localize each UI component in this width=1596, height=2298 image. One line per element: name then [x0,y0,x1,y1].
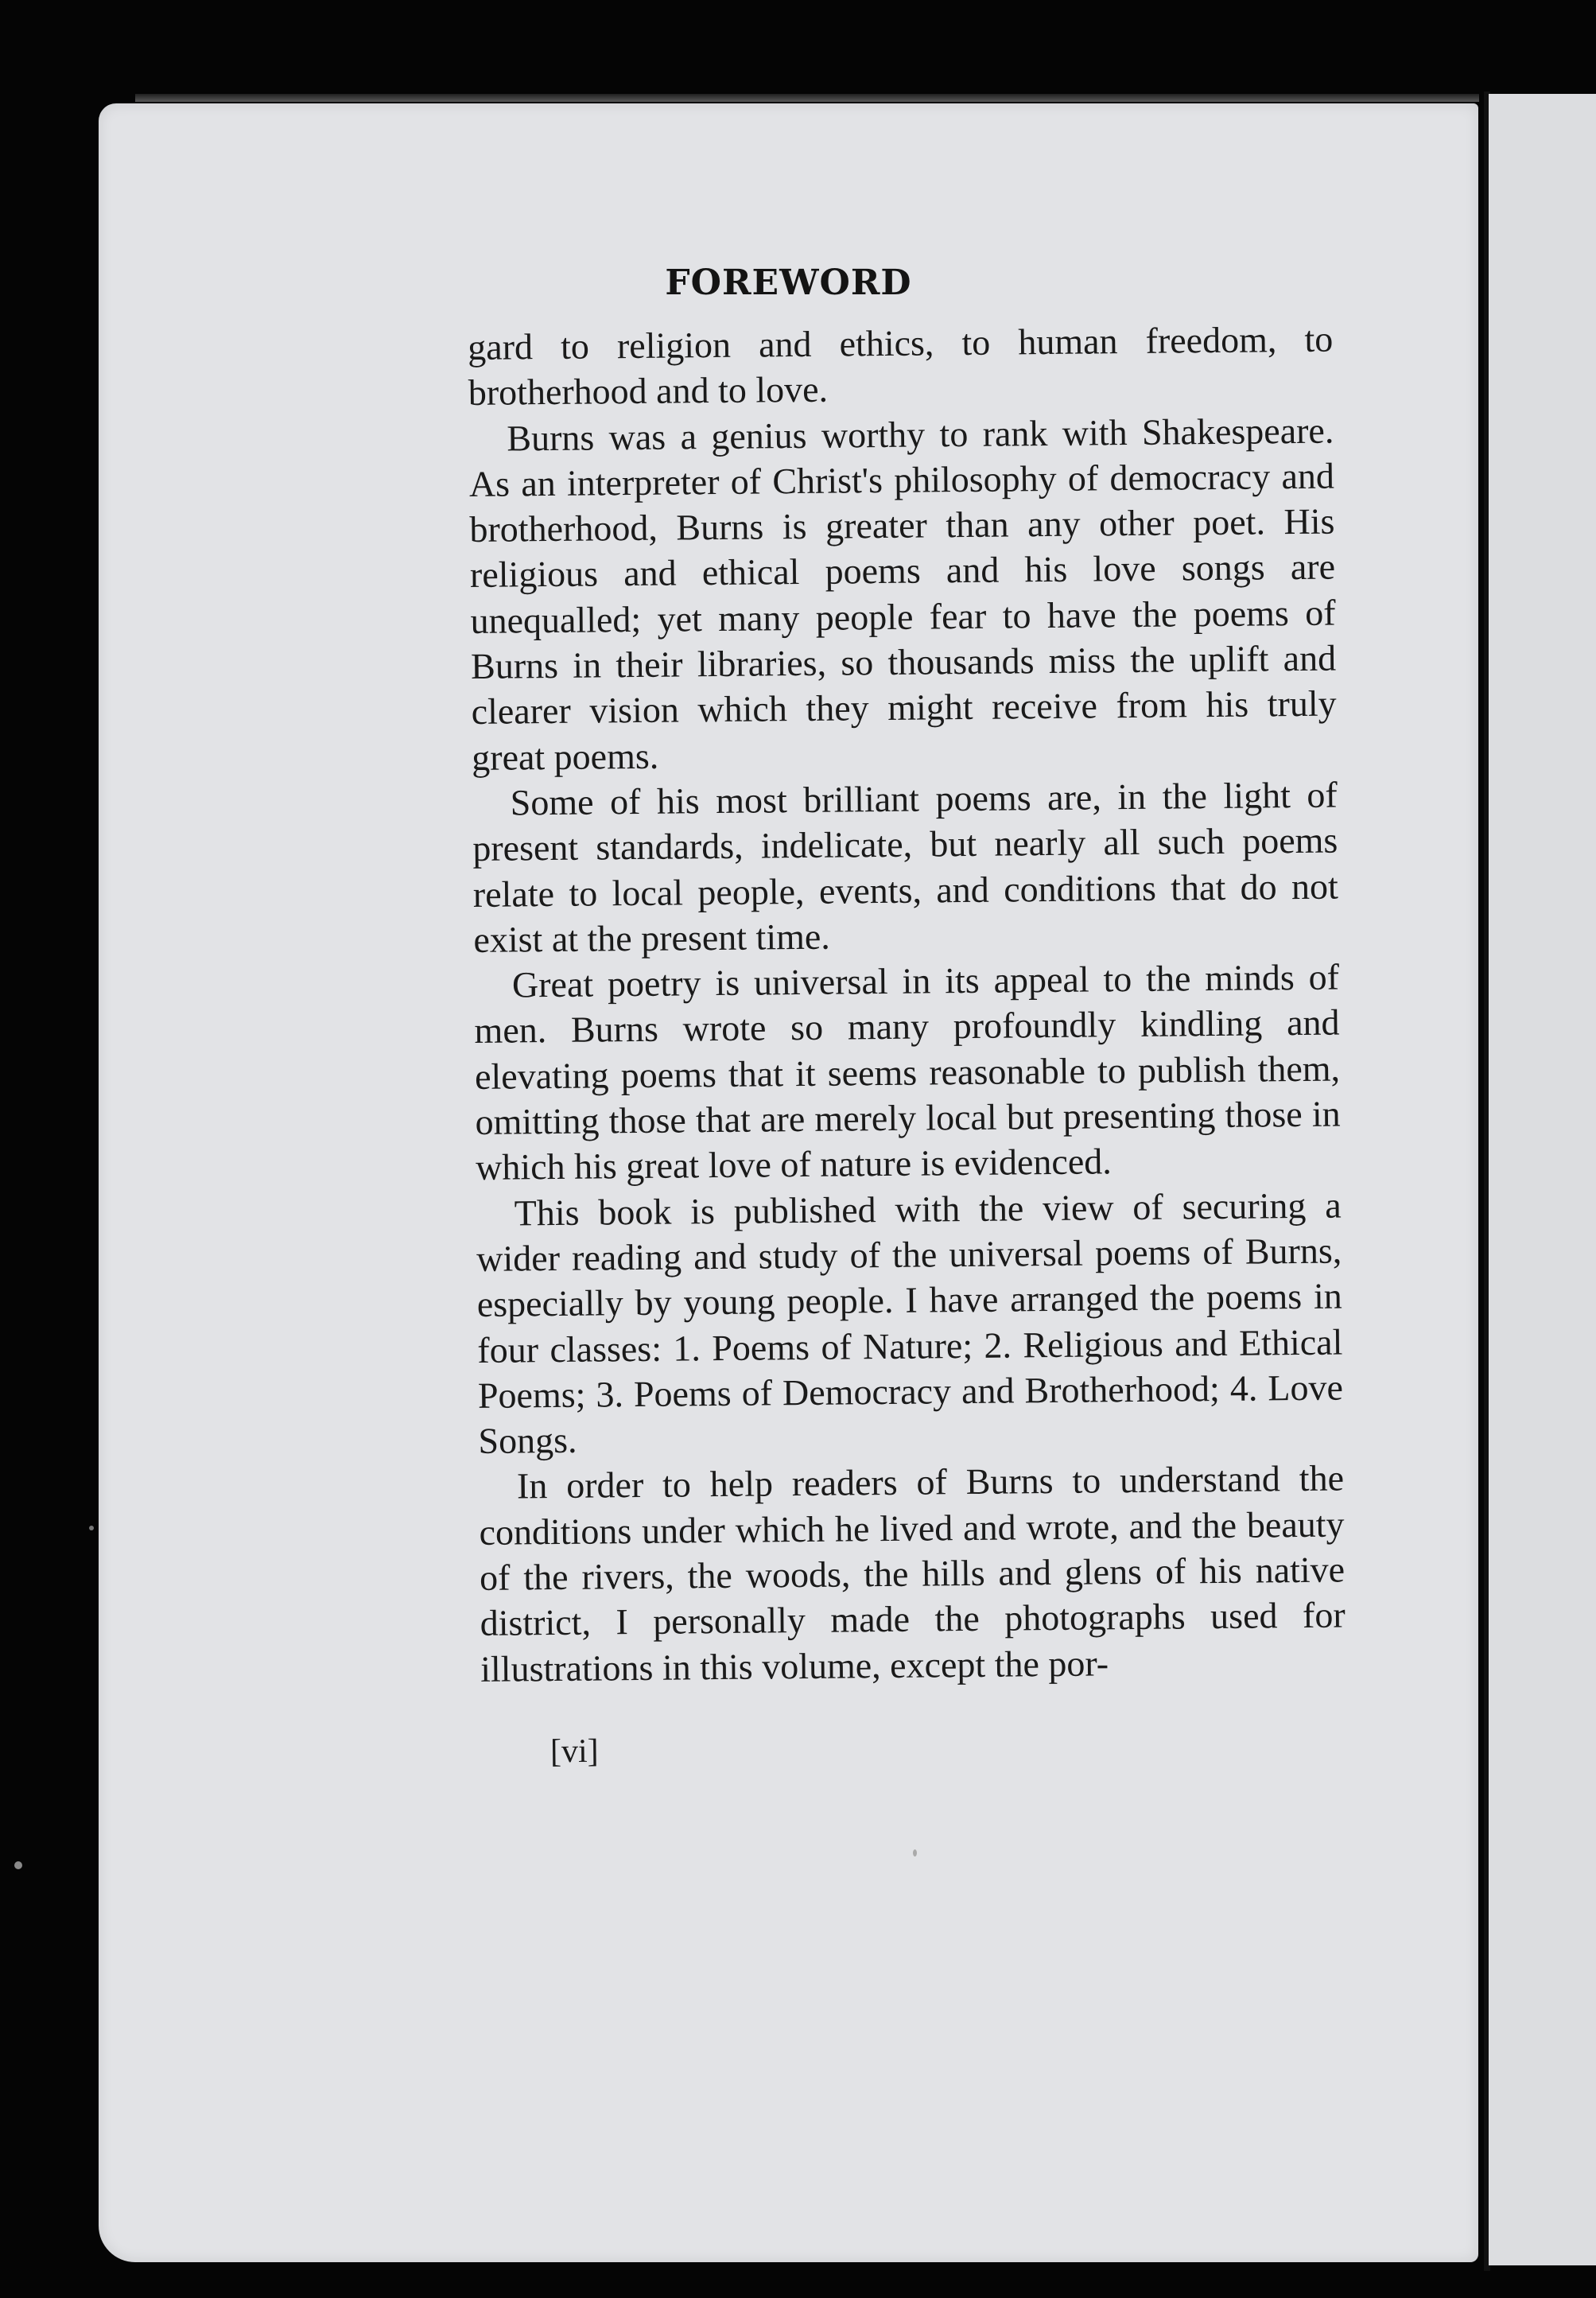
paragraph: Some of his most brilliant poems are, in the light of present standards, indelicate, but nearly all such poems relate to local people, events, and conditions that do not exist at the present time. [472,774,1339,960]
page-heading: FOREWORD [665,262,912,303]
paragraph: Burns was a genius worthy to rank with Shakespeare. As an interpreter of Christ's philosophy of democracy and brotherhood, Burns is greater than any other poet. His religious and ethical poems and his love songs are unequalled; yet many people fear to have the poems of Burns in their libraries, so thousands miss the uplift and clearer vision which they might receive from his truly great poems. [468,410,1337,778]
facing-page-edge [1489,94,1596,2265]
scan-speck [89,1526,94,1530]
paragraph: Great poetry is universal in its appeal to the minds of men. Burns wrote so many profoundly kindling and elevating poems that it seems reasonable to publish them, omitting those that are merely local but presenting those in which his great love of nature is evidenced. [474,956,1341,1188]
scan-speck [14,1861,22,1869]
paragraph-continued: gard to religion and ethics, to human freedom, to brotherhood and to love. [468,318,1334,414]
page-number: [vi] [549,1732,599,1771]
page-top-edge [135,94,1479,102]
foreword-body [468,317,1346,1692]
paragraph: This book is published with the view of securing a wider reading and study of the universal poems of Burns, especially by young people. I have arranged the poems in four classes: 1. Poems of Nature; 2. Religious and Ethical Poems; 3. Poems of Democracy and Brotherhood; 4. Love Songs. [476,1184,1344,1462]
scan-speck [913,1849,917,1857]
paragraph: In order to help readers of Burns to understand the conditions under which he lived and wrote, and the beauty of the rivers, the woods, the hills and glens of his native district, I personally made the photographs used for illustrations in this volume, except the por- [479,1457,1346,1689]
